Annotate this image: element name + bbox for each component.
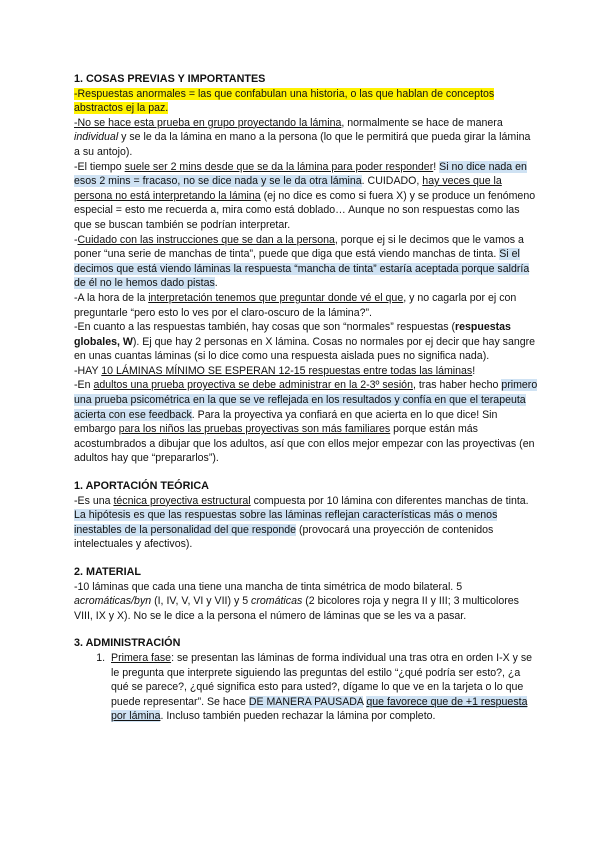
document-body bbox=[74, 72, 538, 724]
section-gap bbox=[74, 466, 538, 479]
italic-text: acromáticas/byn bbox=[74, 595, 152, 608]
text-span: (provocará una proyección de contenidos intelectuales y afectivos). bbox=[74, 523, 494, 551]
paragraph-tiempo bbox=[74, 160, 538, 233]
text-span: -El tiempo bbox=[74, 160, 125, 173]
text-span: , tras haber hecho bbox=[412, 379, 502, 392]
section-title-aportacion-teorica: 1. APORTACIÓN TEÓRICA bbox=[74, 480, 209, 493]
text-span: -A la hora de la bbox=[74, 291, 149, 304]
paragraph-instrucciones bbox=[74, 233, 538, 291]
paragraph-respuestas-anormales bbox=[74, 87, 538, 116]
text-span: . bbox=[214, 277, 218, 290]
text-span: y se le da la lámina en mano a la persona (lo que le permitirá que pueda girar la lámina a su antojo). bbox=[74, 131, 531, 158]
highlight-blue: La hipótesis es que las respuestas sobre las láminas reflejan características más o menos inestables de la personalidad del que responde bbox=[74, 509, 498, 536]
text-span: -10 láminas que cada una tiene una mancha de tinta simétrica de modo bilateral. 5 bbox=[74, 580, 463, 593]
text-span: ! bbox=[433, 160, 440, 173]
text-span: -En cuanto a las respuestas también, hay cosas que son “normales” respuestas ( bbox=[74, 321, 455, 334]
underlined-text: Primera fase bbox=[111, 651, 172, 664]
highlight-blue: Si no dice nada en esos 2 mins = fracaso, no se dice nada y se le da otra lámina bbox=[74, 160, 527, 188]
text-span: ! bbox=[472, 364, 476, 377]
section-gap bbox=[74, 623, 538, 636]
underlined-text: para los niños las pruebas proyectivas son más familiares bbox=[118, 423, 391, 436]
text-span: , normalmente se hace de manera bbox=[341, 116, 503, 129]
text-span: . Incluso también pueden rechazar la lámina por completo. bbox=[160, 710, 436, 723]
paragraph-material bbox=[74, 580, 538, 624]
text-span: (ej no dice es como si fuera X) y se produce un fenómeno especial = esto me recuerda a, mira como está doblado… Aunque no son respuestas como las que se buscan también se podrían interpretar. bbox=[74, 189, 536, 231]
underlined-text: hay veces que la persona no está interpretando la lámina bbox=[74, 175, 502, 202]
highlight-blue: DE MANERA PAUSADA bbox=[248, 695, 364, 708]
text-span: - bbox=[74, 233, 78, 246]
paragraph-10-laminas bbox=[74, 364, 538, 379]
highlight-blue: primero una prueba psicométrica en la que se ve reflejada en los resultados y confía en que el terapeuta acierta con ese feedback bbox=[74, 379, 538, 421]
section-title-cosas-previas: 1. COSAS PREVIAS Y IMPORTANTES bbox=[74, 73, 266, 85]
text-span: : se presentan las láminas de forma individual una tras otra en orden I-X y se le pregunta que interprete siguiendo las preguntas del estilo “¿qué podría ser esto?, ¿a qué se parece?, ¿qué significa esto para usted?, dígame lo que ve en la tarjeta o lo que puede representar”. Se hace bbox=[111, 651, 533, 708]
paragraph-no-en-grupo bbox=[74, 116, 538, 160]
section-title-administracion: 3. ADMINISTRACIÓN bbox=[74, 637, 181, 650]
highlight-blue: Si el decimos que está viendo láminas la respuesta “mancha de tinta” estaría aceptada porque saldría de él no le hemos dado pistas bbox=[74, 248, 530, 290]
underlined-text: 10 LÁMINAS MÍNIMO SE ESPERAN 12-15 respuestas entre todas las láminas bbox=[101, 364, 473, 377]
highlight-blue-underlined: que favorece que de +1 respuesta por lámina bbox=[111, 695, 528, 723]
text-span: ). Ej que hay 2 personas en X lámina. Cosas no normales por ej decir que hay sangre en unas cuantas láminas (si lo dice como una respuesta aislada pues no significa nada). bbox=[74, 335, 536, 363]
text-span: . Para la proyectiva ya confiará en que acierta en lo que dice! Sin embargo bbox=[74, 408, 498, 436]
bold-text: respuestas globales, W bbox=[74, 321, 511, 348]
text-span: compuesta por 10 lámina con diferentes manchas de tinta. bbox=[250, 494, 529, 507]
italic-text: cromáticas bbox=[251, 595, 303, 608]
text-span: porque están más acostumbrados a dibujar que los adultos, así que con ellos mejor empezar con las proyectivas (en adultos hay que “prepararlos”). bbox=[74, 423, 535, 465]
paragraph-respuestas-normales bbox=[74, 320, 538, 364]
paragraph-adultos bbox=[74, 378, 538, 466]
text-span: -HAY bbox=[74, 364, 102, 377]
highlight-yellow: -Respuestas anormales = las que confabulan una historia, o las que hablan de conceptos abstractos ej la paz. bbox=[74, 87, 495, 115]
paragraph-interpretacion bbox=[74, 291, 538, 320]
text-span: -En bbox=[74, 379, 94, 392]
list-item-primera-fase bbox=[108, 651, 538, 724]
text-span: , porque ej si le decimos que le vamos a poner “una serie de manchas de tinta”, puede que diga que está viendo manchas de tinta. bbox=[74, 233, 524, 261]
underlined-text: suele ser 2 mins desde que se da la lámina para poder responder bbox=[124, 160, 434, 173]
underlined-text: -No se hace esta prueba en grupo proyectando la lámina bbox=[74, 116, 342, 129]
text-span: , y no cagarla por ej con preguntarle “pero esto lo ves por el claro-oscuro de la lámina?”. bbox=[74, 291, 517, 319]
section-gap bbox=[74, 552, 538, 565]
text-span: . CUIDADO, bbox=[361, 175, 423, 188]
text-span: -Es una bbox=[74, 494, 114, 507]
section-title-material: 2. MATERIAL bbox=[74, 566, 141, 578]
underlined-text: técnica proyectiva estructural bbox=[113, 494, 251, 507]
underlined-text: Cuidado con las instrucciones que se dan a la persona bbox=[77, 233, 335, 246]
text-span: (2 bicolores roja y negra II y III; 3 multicolores VIII, IX y X). No se le dice a la persona el número de láminas que se les va a pasar. bbox=[74, 595, 519, 622]
italic-text: individual bbox=[74, 131, 119, 144]
paragraph-tecnica-proyectiva bbox=[74, 494, 538, 552]
underlined-text: interpretación tenemos que preguntar donde vé el que bbox=[148, 291, 404, 304]
administration-list bbox=[74, 651, 538, 724]
text-span: (I, IV, V, VI y VII) y 5 bbox=[151, 595, 252, 608]
underlined-text: adultos una prueba proyectiva se debe administrar en la 2-3º sesión bbox=[93, 379, 413, 392]
